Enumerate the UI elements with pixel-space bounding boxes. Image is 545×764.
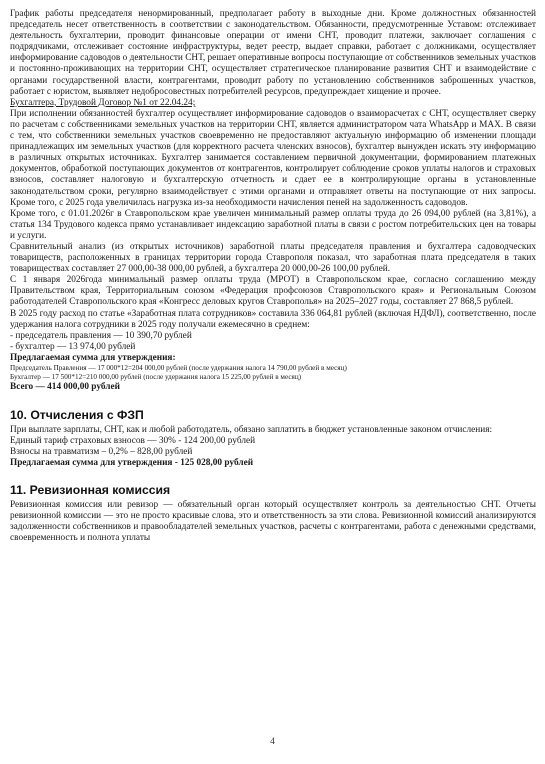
insurance-tariff-line: Единый тариф страховых взносов — 30% - 124 200,00 рублей bbox=[10, 435, 256, 446]
mrot-paragraph: Кроме того, с 01.01.2026г в Ставропольском крае увеличен минимальный размер оплаты труда до 26 094,00 рублей (на 3,81%), а статья 134 Трудового кодекса прямо устанавливает индексацию заработной платы в связи с ростом потребительских цен на товары и услуги. bbox=[10, 208, 536, 241]
section-10-text: При выплате зарплаты, СНТ, как и любой работодатель, обязано заплатить в бюджет установленные законом отчисления: bbox=[10, 424, 493, 435]
page-number: 4 bbox=[270, 737, 275, 747]
accountant-duties-paragraph: При исполнении обязанностей бухгалтер осуществляет информирование садоводов о взаиморасчетах с СНТ, осуществляет сверку по расчетам с собственниками земельных участков на территории СНТ, является администратором чата WhatsApp и MAX. В связи с тем, что собственники земельных участков своевременно не предоставляют актуальную информацию об изменении площади принадлежащих им земельных участков (для корректного расчета членских взносов), бухгалтер вынужден искать эту информацию в различных открытых источниках. Бухгалтер занимается составлением первичной документации, формированием платежных документов, обработкой поступающих документов от контрагентов, контролирует соблюдение сроков уплаты налогов и страховых взносов, составляет налоговую и бухгалтерскую отчетность и сдает ее в контролирующие органы в установленные законодательством сроки, регулярно взаимодействует с этими органами и отправляет ответы на поступающие от них запросы. Кроме того, с 2025 года увеличилась нагрузка из-за необходимости начисления пеней на задолженность садоводов. bbox=[10, 108, 536, 208]
injury-contribution-line: Взносы на травматизм – 0,2% – 828,00 рублей bbox=[10, 446, 193, 457]
avg-salary-accountant: - бухгалтер — 13 974,00 рублей bbox=[10, 341, 136, 352]
chairman-duties-paragraph: График работы председателя ненормированный, предполагает работу в выходные дни. Кроме должностных обязанностей председатель несет ответственность в соответствии с законодательством. Обязанности, предусмотренные Уставом: отслеживает деятельность бухгалтерии, проводит финансовые операции от имени СНТ, проводит платежи, заключает соглашения с подрядчиками, отслеживает состояние инфраструктуры, ведет реестр, выдает справки, работает с должниками, осуществляет информирование садоводов о деятельности СНТ, решает оперативные вопросы поступающие от собственников земельных участков и постоянно-проживающих на территории СНТ, осуществляет стратегическое планирование развития СНТ и взаимодействие с органами государственной власти, контрагентами, проводит работу по установлению собственников заброшенных участков, работает с юристом, выявляет недобросовестных потребителей ресурсов, предупреждает хищение и прочее. bbox=[10, 9, 536, 97]
salary-proposal-heading: Предлагаемая сумма для утверждения: bbox=[10, 352, 176, 363]
document-page bbox=[10, 9, 536, 544]
accountant-salary-calculation: Бухгалтер — 17 500*12=210 000,00 рублей (после удержания налога 15 225,00 рублей в месяц) bbox=[10, 373, 302, 382]
chairman-salary-calculation: Председатель Правления — 17 000*12=204 000,00 рублей (после удержания налога 14 790,00 рублей в месяц) bbox=[10, 364, 347, 372]
avg-salary-chairman: - председатель правления — 10 390,70 рублей bbox=[10, 330, 192, 341]
section-10-heading: 10. Отчисления с ФЗП bbox=[10, 407, 144, 422]
expense-2025-paragraph: В 2025 году расход по статье «Заработная плата сотрудников» составила 336 064,81 рублей (включая НДФЛ), соответственно, после удержания налога сотрудники в 2025 году получали ежемесячно в среднем: bbox=[10, 308, 536, 330]
accountant-contract-label: Бухгалтера, Трудовой Договор №1 от 22.04.24; bbox=[10, 97, 196, 108]
section-11-text: Ревизионная комиссия или ревизор — обязательный орган который осуществляет контроль за деятельностью СНТ. Отчеты ревизионной комиссии — это не просто красивые слова, это и ответственность за эти слова. Ревизионной комиссий анализируются задолженности собственников и правообладателей земельных участков, расчеты с контрагентами, работа с денежными средствами, своевременность и полнота уплаты bbox=[10, 499, 536, 544]
section-11-heading: 11. Ревизионная комиссия bbox=[10, 482, 171, 497]
section-10-proposal: Предлагаемая сумма для утверждения - 125 028,00 рублей bbox=[10, 457, 254, 468]
salary-total: Всего — 414 000,00 рублей bbox=[10, 382, 121, 393]
salary-comparison-paragraph: Сравнительный анализ (из открытых источников) заработной платы председателя правления и бухгалтера садоводческих товариществ, расположенных в границах территории города Ставрополя показал, что заработная плата председателя в таких товариществах составляет 27 000,00-38 000,00 рублей, а бухгалтера 20 000,00-26 100,00 рублей. bbox=[10, 241, 536, 275]
mrot-agreement-paragraph: С 1 января 2026года минимальный размер оплаты труда (МРОТ) в Ставропольском крае, согласно соглашению между Правительством края, Территориальным союзом «Федерация профсоюзов Ставропольского края» и Региональным Союзом работодателей Ставропольского края «Конгресс деловых кругов Ставрополья» на 2025–2027 годы, составляет 27 868,5 рублей. bbox=[10, 275, 536, 308]
